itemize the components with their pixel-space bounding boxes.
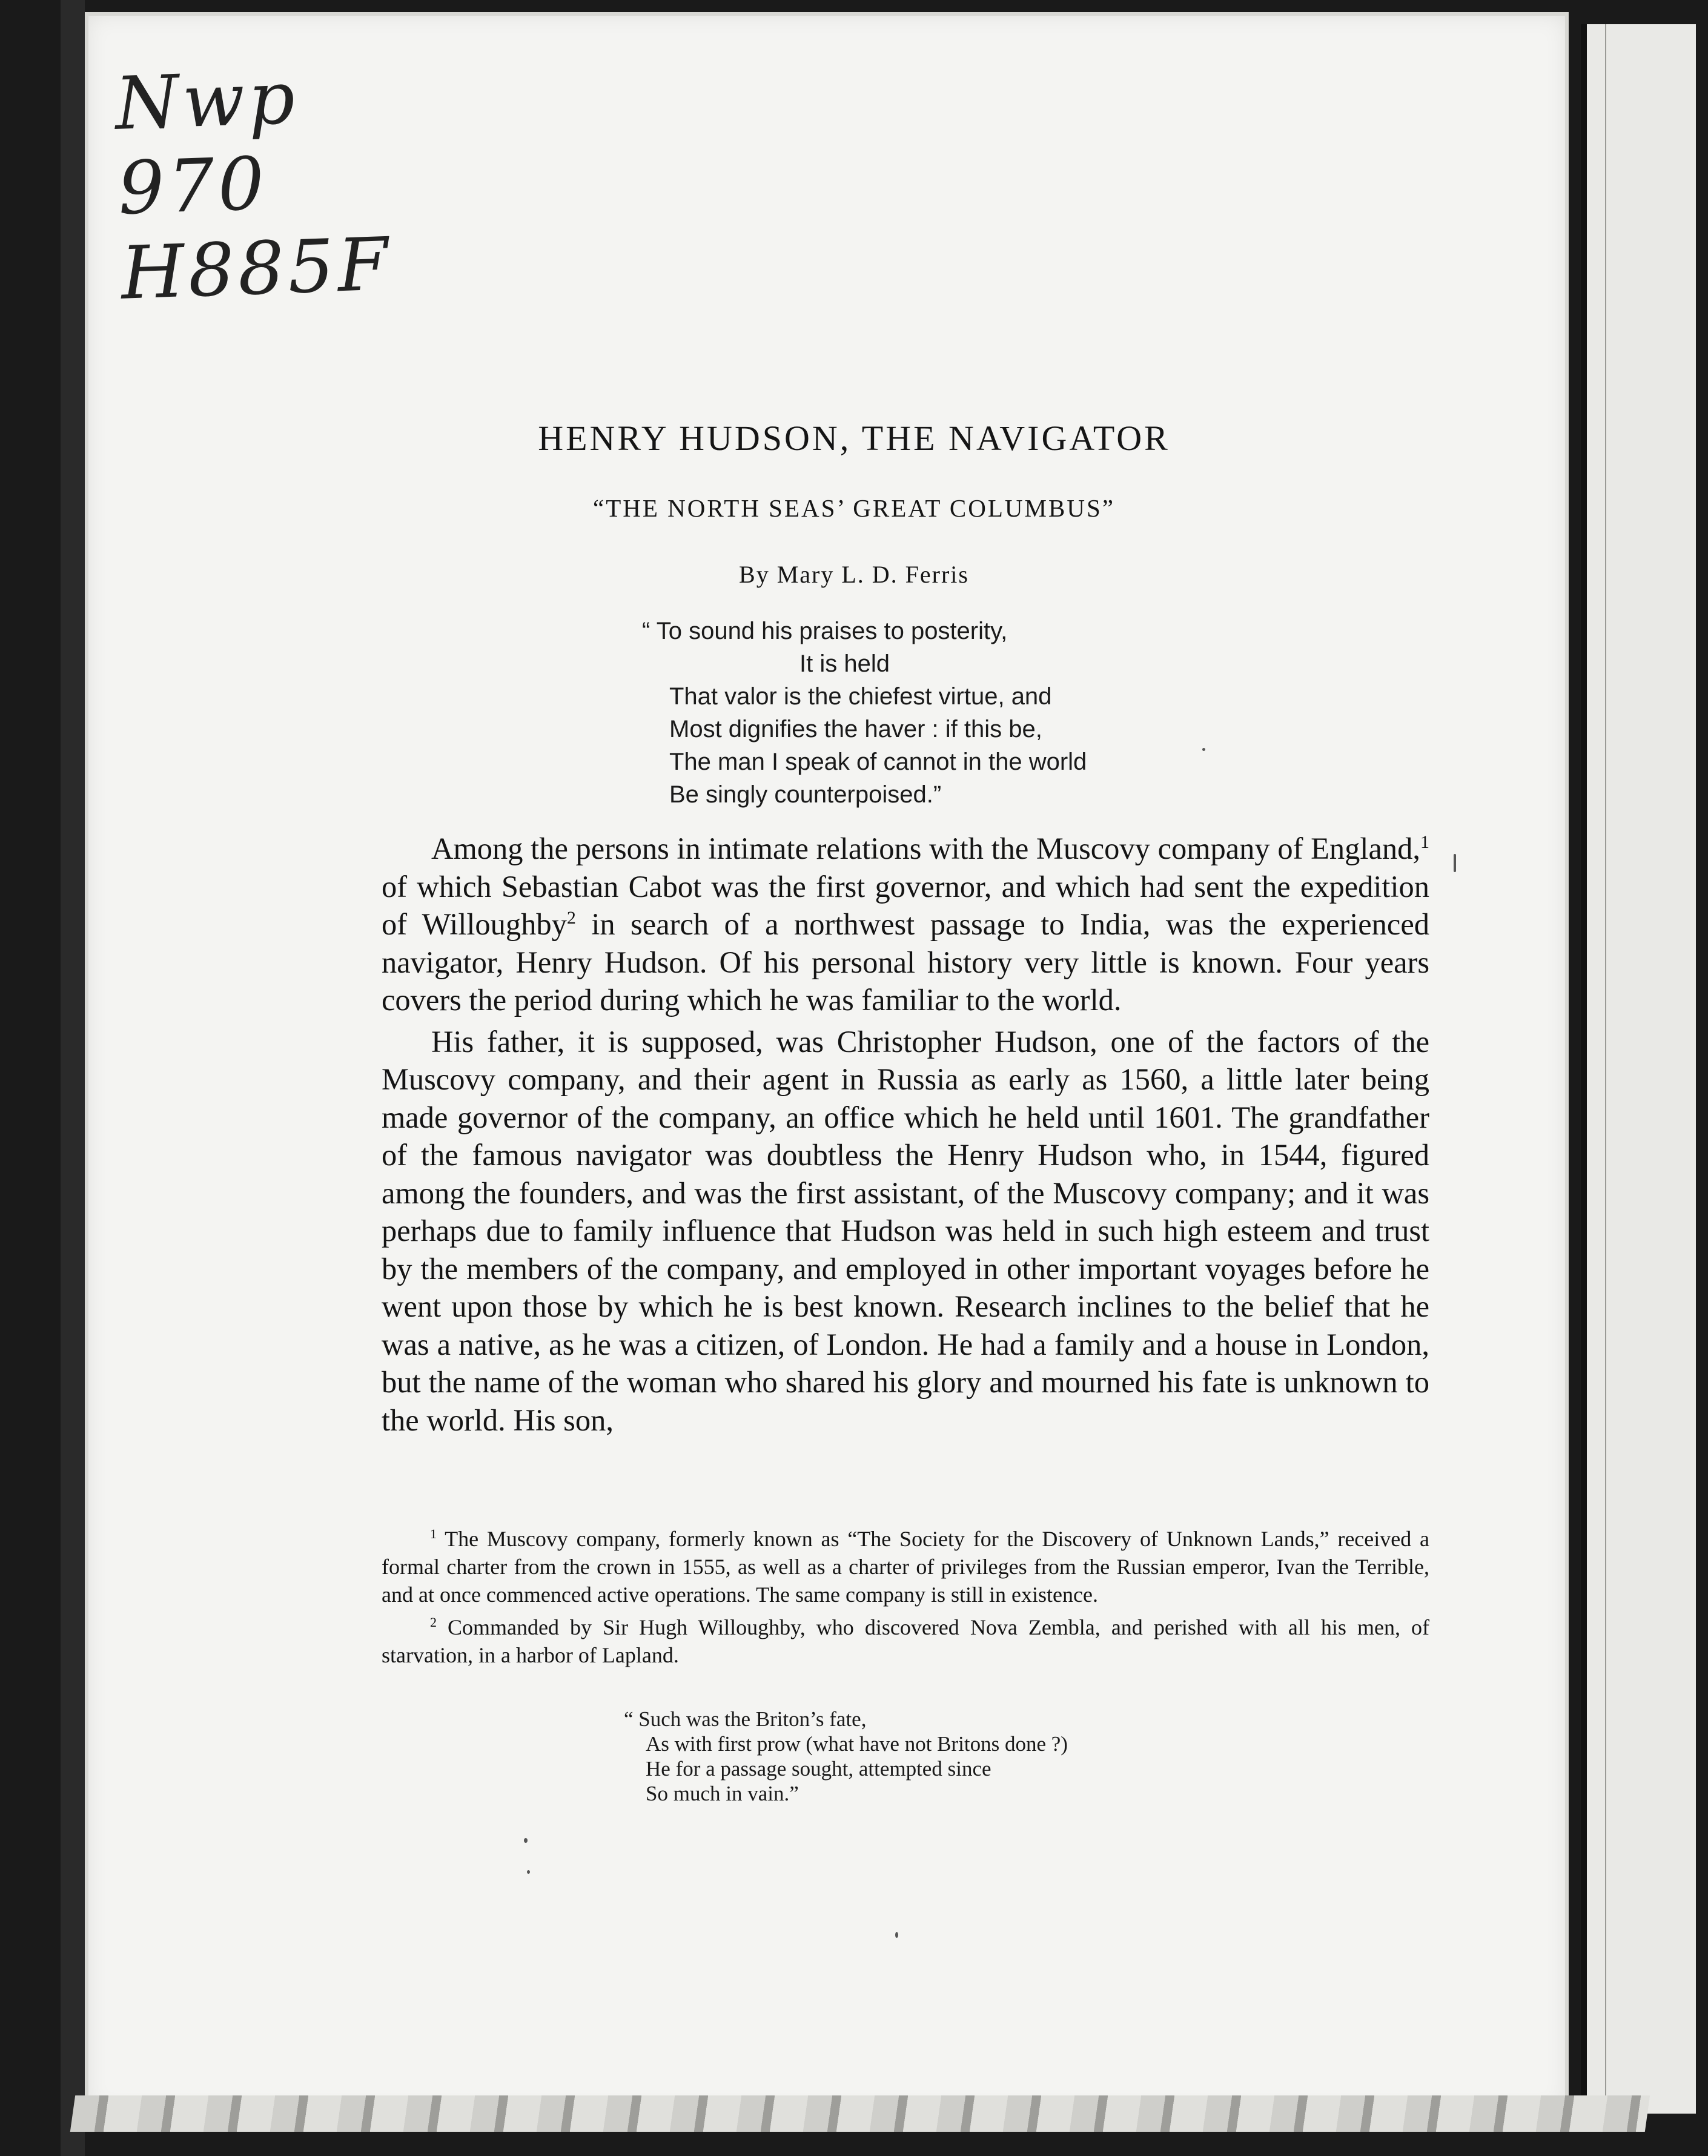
footnote-number: 1 <box>430 1526 437 1541</box>
verse-line: So much in vain.” <box>646 1782 799 1805</box>
epigraph-line: Most dignifies the haver : if this be, <box>669 716 1042 742</box>
footnote-text: Commanded by Sir Hugh Willoughby, who discovered Nova Zembla, and perished with all his men, of starvation, in a harbor of Lapland. <box>382 1615 1429 1667</box>
epigraph-line: The man I speak of cannot in the world <box>669 749 1087 775</box>
verse-line: He for a passage sought, attempted since <box>646 1757 991 1781</box>
verse-line: As with first prow (what have not Britons done ?) <box>646 1732 1068 1756</box>
call-number-line: Nwp <box>113 56 300 147</box>
scan-speck <box>524 1838 528 1843</box>
binding-edge <box>61 0 85 2156</box>
call-number-line: 970 <box>116 142 270 231</box>
facing-page-edge <box>1581 24 1696 2114</box>
page-stack-edge <box>70 2095 1650 2132</box>
footnote <box>382 1520 1429 1609</box>
footnote-number: 2 <box>430 1615 437 1630</box>
article-body <box>382 830 1429 1439</box>
footnote-marker: 2 <box>566 908 576 928</box>
scan-speck <box>527 1870 530 1874</box>
handwritten-call-number <box>114 53 393 316</box>
article-subtitle: “THE NORTH SEAS’ GREAT COLUMBUS” <box>593 494 1115 522</box>
paragraph-text: of which Sebastian Cabot was the first governor, and which had sent the expedition of Willoughby <box>382 869 1429 941</box>
epigraph-line: That valor is the chiefest virtue, and <box>669 683 1052 710</box>
scan-speck <box>895 1932 898 1938</box>
scan-speck <box>1202 748 1205 751</box>
scan-speck <box>1454 854 1456 872</box>
epigraph <box>642 615 1087 811</box>
epigraph-line: It is held <box>799 650 890 677</box>
footnote-verse <box>624 1707 1068 1806</box>
footnote <box>382 1609 1429 1669</box>
body-paragraph: His father, it is supposed, was Christopher Hudson, one of the factors of the Muscovy company, and their agent in Russia as early as 1560, a little later being made governor of the company, an office which he held until 1601. The grandfather of the famous navigator was doubtless the Henry Hudson who, in 1544, figured among the founders, and was the first assistant, of the Muscovy company; and it was perhaps due to family influence that Hudson was held in such high esteem and trust by the members of the company, and employed in other important voyages before he went upon those by which he is best known. Research inclines to the belief that he was a native, as he was a citizen, of London. He had a family and a house in London, but the name of the woman who shared his glory and mourned his fate is unknown to the world. His son, <box>382 1024 1429 1437</box>
footnote-marker: 1 <box>1420 832 1429 853</box>
article-title: HENRY HUDSON, THE NAVIGATOR <box>538 418 1170 458</box>
verse-line: “ Such was the Briton’s fate, <box>624 1707 867 1731</box>
call-number-line: H885F <box>119 222 394 316</box>
footnote-text: The Muscovy company, formerly known as “The Society for the Discovery of Unknown Lands,” received a formal charter from the crown in 1555, as well as a charter of privileges from the Russian emperor, Ivan the Terrible, and at once commenced active operations. The same company is still in existence. <box>382 1527 1429 1607</box>
epigraph-line: Be singly counterpoised.” <box>669 781 942 808</box>
paragraph-text: in search of a northwest passage to India, was the experienced navigator, Henry Hudson. Of his personal history very little is known. Four years covers the period during which he was familiar to the world. <box>382 907 1430 1017</box>
body-paragraph <box>382 830 1429 1019</box>
author-byline: By Mary L. D. Ferris <box>739 561 969 588</box>
paragraph-text: Among the persons in intimate relations with the Muscovy company of England, <box>431 832 1420 865</box>
epigraph-line: “ To sound his praises to posterity, <box>642 618 1008 644</box>
footnotes <box>382 1520 1429 1669</box>
